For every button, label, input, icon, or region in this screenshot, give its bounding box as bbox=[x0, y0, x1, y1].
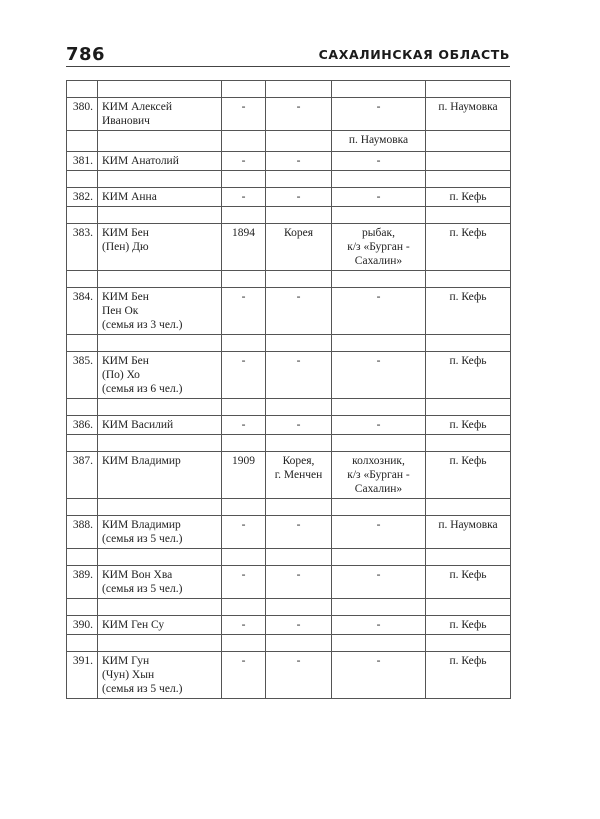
cell-occupation-line: - bbox=[376, 619, 381, 631]
cell-name-line: (Пен) Дю bbox=[102, 241, 149, 253]
empty-cell bbox=[332, 599, 426, 616]
cell-birthplace-line: Корея, bbox=[282, 455, 315, 467]
empty-cell bbox=[98, 271, 222, 288]
table-row bbox=[67, 416, 511, 435]
empty-cell bbox=[426, 399, 511, 416]
empty-cell bbox=[222, 335, 266, 352]
cell-occupation-line: Сахалин» bbox=[354, 483, 403, 495]
cell-name bbox=[98, 416, 222, 435]
spacer-row bbox=[67, 131, 511, 152]
empty-cell bbox=[266, 599, 332, 616]
cell-birthplace-line: - bbox=[296, 355, 301, 367]
cell-birthplace bbox=[266, 188, 332, 207]
cell-occupation bbox=[332, 566, 426, 599]
empty-cell bbox=[266, 131, 332, 152]
table-row bbox=[67, 188, 511, 207]
cell-occupation-line: - bbox=[376, 655, 381, 667]
spacer-row bbox=[67, 271, 511, 288]
cell-occupation-line: - bbox=[376, 355, 381, 367]
empty-cell bbox=[98, 399, 222, 416]
records-body bbox=[67, 81, 511, 699]
empty-cell bbox=[426, 171, 511, 188]
cell-residence: п. Кефь bbox=[426, 188, 511, 207]
spacer-row bbox=[67, 81, 511, 98]
cell-occupation bbox=[332, 288, 426, 335]
empty-cell bbox=[266, 207, 332, 224]
table-row bbox=[67, 152, 511, 171]
empty-cell bbox=[67, 549, 98, 566]
cell-year: 1909 bbox=[222, 452, 266, 499]
empty-cell bbox=[222, 549, 266, 566]
empty-cell bbox=[426, 549, 511, 566]
page-header bbox=[66, 44, 510, 66]
cell-occupation: п. Наумовка bbox=[332, 131, 426, 152]
cell-name-line: (семья из 5 чел.) bbox=[102, 683, 183, 695]
cell-occupation bbox=[332, 224, 426, 271]
spacer-row bbox=[67, 207, 511, 224]
cell-name-line: КИМ Василий bbox=[102, 419, 174, 431]
cell-number: 388. bbox=[67, 516, 98, 549]
table-row bbox=[67, 516, 511, 549]
cell-residence: п. Кефь bbox=[426, 652, 511, 699]
cell-residence: п. Наумовка bbox=[426, 516, 511, 549]
cell-birthplace bbox=[266, 516, 332, 549]
table-row bbox=[67, 452, 511, 499]
empty-cell bbox=[98, 335, 222, 352]
empty-cell bbox=[426, 599, 511, 616]
spacer-row bbox=[67, 599, 511, 616]
cell-occupation-line: рыбак, bbox=[362, 227, 395, 239]
cell-occupation bbox=[332, 416, 426, 435]
cell-name bbox=[98, 152, 222, 171]
spacer-row bbox=[67, 499, 511, 516]
cell-occupation-line: - bbox=[376, 155, 381, 167]
cell-birthplace-line: - bbox=[296, 569, 301, 581]
empty-cell bbox=[222, 271, 266, 288]
cell-birthplace-line: Корея bbox=[284, 227, 313, 239]
empty-cell bbox=[98, 81, 222, 98]
empty-cell bbox=[266, 171, 332, 188]
cell-birthplace-line: - bbox=[296, 291, 301, 303]
cell-birthplace bbox=[266, 652, 332, 699]
cell-name bbox=[98, 452, 222, 499]
cell-number: 390. bbox=[67, 616, 98, 635]
empty-cell bbox=[332, 399, 426, 416]
cell-year: - bbox=[222, 616, 266, 635]
empty-cell bbox=[426, 335, 511, 352]
cell-name bbox=[98, 188, 222, 207]
empty-cell bbox=[426, 207, 511, 224]
empty-cell bbox=[266, 499, 332, 516]
empty-cell bbox=[98, 131, 222, 152]
empty-cell bbox=[266, 399, 332, 416]
cell-year: - bbox=[222, 566, 266, 599]
cell-year: - bbox=[222, 288, 266, 335]
cell-residence bbox=[426, 152, 511, 171]
empty-cell bbox=[426, 81, 511, 98]
cell-birthplace bbox=[266, 352, 332, 399]
spacer-row bbox=[67, 171, 511, 188]
empty-cell bbox=[266, 435, 332, 452]
cell-name-line: КИМ Анна bbox=[102, 191, 157, 203]
cell-residence: п. Кефь bbox=[426, 566, 511, 599]
cell-birthplace bbox=[266, 616, 332, 635]
spacer-row bbox=[67, 335, 511, 352]
cell-name bbox=[98, 652, 222, 699]
cell-occupation bbox=[332, 188, 426, 207]
cell-birthplace-line: - bbox=[296, 155, 301, 167]
spacer-row bbox=[67, 549, 511, 566]
cell-residence: п. Кефь bbox=[426, 416, 511, 435]
table-row bbox=[67, 98, 511, 131]
cell-birthplace bbox=[266, 224, 332, 271]
cell-residence: п. Кефь bbox=[426, 452, 511, 499]
cell-name bbox=[98, 516, 222, 549]
cell-residence: п. Наумовка bbox=[426, 98, 511, 131]
cell-birthplace bbox=[266, 452, 332, 499]
empty-cell bbox=[332, 271, 426, 288]
cell-name-line: КИМ Бен bbox=[102, 291, 149, 303]
empty-cell bbox=[222, 131, 266, 152]
empty-cell bbox=[67, 131, 98, 152]
spacer-row bbox=[67, 635, 511, 652]
empty-cell bbox=[98, 435, 222, 452]
empty-cell bbox=[67, 635, 98, 652]
cell-occupation-line: к/з «Бурган - bbox=[347, 241, 410, 253]
cell-name-line: (семья из 5 чел.) bbox=[102, 583, 183, 595]
cell-birthplace bbox=[266, 566, 332, 599]
cell-number: 380. bbox=[67, 98, 98, 131]
cell-name-line: КИМ Бен bbox=[102, 355, 149, 367]
empty-cell bbox=[332, 171, 426, 188]
empty-cell bbox=[98, 635, 222, 652]
cell-birthplace-line: - bbox=[296, 191, 301, 203]
cell-occupation bbox=[332, 352, 426, 399]
cell-occupation-line: - bbox=[376, 101, 381, 113]
empty-cell bbox=[222, 81, 266, 98]
running-title: САХАЛИНСКАЯ ОБЛАСТЬ bbox=[318, 47, 510, 62]
empty-cell bbox=[332, 207, 426, 224]
spacer-row bbox=[67, 435, 511, 452]
cell-name bbox=[98, 98, 222, 131]
cell-name bbox=[98, 566, 222, 599]
cell-year: 1894 bbox=[222, 224, 266, 271]
empty-cell bbox=[426, 499, 511, 516]
empty-cell bbox=[266, 549, 332, 566]
cell-residence: п. Кефь bbox=[426, 288, 511, 335]
cell-occupation bbox=[332, 516, 426, 549]
empty-cell bbox=[426, 435, 511, 452]
cell-name bbox=[98, 616, 222, 635]
empty-cell bbox=[266, 635, 332, 652]
cell-name-line: (По) Хо bbox=[102, 369, 140, 381]
empty-cell bbox=[266, 271, 332, 288]
cell-year: - bbox=[222, 416, 266, 435]
empty-cell bbox=[426, 635, 511, 652]
cell-name-line: КИМ Бен bbox=[102, 227, 149, 239]
empty-cell bbox=[222, 399, 266, 416]
spacer-row bbox=[67, 399, 511, 416]
empty-cell bbox=[222, 635, 266, 652]
cell-name-line: (семья из 6 чел.) bbox=[102, 383, 183, 395]
cell-occupation-line: колхозник, bbox=[352, 455, 405, 467]
cell-occupation-line: - bbox=[376, 419, 381, 431]
cell-name-line: КИМ Гун bbox=[102, 655, 150, 667]
empty-cell bbox=[67, 335, 98, 352]
empty-cell bbox=[67, 81, 98, 98]
empty-cell bbox=[67, 207, 98, 224]
cell-occupation bbox=[332, 616, 426, 635]
records-table bbox=[66, 80, 511, 699]
cell-name-line: КИМ Владимир bbox=[102, 519, 181, 531]
cell-name-line: (Чун) Хын bbox=[102, 669, 155, 681]
cell-name-line: КИМ Анатолий bbox=[102, 155, 179, 167]
table-row bbox=[67, 566, 511, 599]
empty-cell bbox=[222, 599, 266, 616]
cell-number: 386. bbox=[67, 416, 98, 435]
empty-cell bbox=[67, 499, 98, 516]
cell-occupation bbox=[332, 452, 426, 499]
empty-cell bbox=[67, 271, 98, 288]
empty-cell bbox=[222, 499, 266, 516]
cell-occupation-line: - bbox=[376, 291, 381, 303]
cell-number: 385. bbox=[67, 352, 98, 399]
cell-name bbox=[98, 224, 222, 271]
empty-cell bbox=[426, 131, 511, 152]
cell-residence: п. Кефь bbox=[426, 224, 511, 271]
empty-cell bbox=[67, 171, 98, 188]
cell-birthplace bbox=[266, 416, 332, 435]
cell-occupation bbox=[332, 152, 426, 171]
cell-name-line: (семья из 5 чел.) bbox=[102, 533, 183, 545]
empty-cell bbox=[67, 599, 98, 616]
page-number: 786 bbox=[66, 44, 106, 65]
empty-cell bbox=[98, 549, 222, 566]
empty-cell bbox=[332, 499, 426, 516]
cell-name-line: КИМ Вон Хва bbox=[102, 569, 173, 581]
cell-occupation bbox=[332, 98, 426, 131]
cell-number: 382. bbox=[67, 188, 98, 207]
empty-cell bbox=[332, 435, 426, 452]
empty-cell bbox=[426, 271, 511, 288]
cell-occupation-line: - bbox=[376, 569, 381, 581]
cell-name-line: КИМ Ген Су bbox=[102, 619, 165, 631]
cell-year: - bbox=[222, 98, 266, 131]
empty-cell bbox=[98, 171, 222, 188]
cell-birthplace bbox=[266, 98, 332, 131]
cell-name-line: Иванович bbox=[102, 115, 150, 127]
cell-name-line: КИМ Алексей bbox=[102, 101, 173, 113]
cell-year: - bbox=[222, 352, 266, 399]
cell-occupation bbox=[332, 652, 426, 699]
cell-birthplace bbox=[266, 288, 332, 335]
cell-name bbox=[98, 288, 222, 335]
cell-occupation-line: к/з «Бурган - bbox=[347, 469, 410, 481]
cell-number: 383. bbox=[67, 224, 98, 271]
empty-cell bbox=[332, 549, 426, 566]
cell-birthplace-line: - bbox=[296, 519, 301, 531]
empty-cell bbox=[332, 81, 426, 98]
empty-cell bbox=[222, 435, 266, 452]
cell-name-line: КИМ Владимир bbox=[102, 455, 181, 467]
empty-cell bbox=[98, 207, 222, 224]
cell-year: - bbox=[222, 188, 266, 207]
table-row bbox=[67, 288, 511, 335]
cell-number: 384. bbox=[67, 288, 98, 335]
cell-birthplace-line: - bbox=[296, 619, 301, 631]
empty-cell bbox=[332, 635, 426, 652]
table-row bbox=[67, 652, 511, 699]
cell-residence: п. Кефь bbox=[426, 616, 511, 635]
cell-residence: п. Кефь bbox=[426, 352, 511, 399]
empty-cell bbox=[67, 399, 98, 416]
cell-number: 389. bbox=[67, 566, 98, 599]
cell-birthplace bbox=[266, 152, 332, 171]
empty-cell bbox=[98, 499, 222, 516]
cell-number: 381. bbox=[67, 152, 98, 171]
cell-number: 391. bbox=[67, 652, 98, 699]
empty-cell bbox=[266, 335, 332, 352]
empty-cell bbox=[222, 207, 266, 224]
cell-birthplace-line: г. Менчен bbox=[274, 469, 323, 481]
cell-name-line: Пен Ок bbox=[102, 305, 139, 317]
empty-cell bbox=[332, 335, 426, 352]
header-divider bbox=[66, 66, 510, 67]
cell-birthplace-line: - bbox=[296, 419, 301, 431]
empty-cell bbox=[98, 599, 222, 616]
cell-birthplace-line: - bbox=[296, 101, 301, 113]
cell-occupation-line: Сахалин» bbox=[354, 255, 403, 267]
cell-occupation-line: - bbox=[376, 519, 381, 531]
cell-name bbox=[98, 352, 222, 399]
table-row bbox=[67, 352, 511, 399]
cell-name-line: (семья из 3 чел.) bbox=[102, 319, 183, 331]
cell-year: - bbox=[222, 652, 266, 699]
cell-year: - bbox=[222, 152, 266, 171]
empty-cell bbox=[266, 81, 332, 98]
cell-year: - bbox=[222, 516, 266, 549]
table-row bbox=[67, 224, 511, 271]
cell-occupation-line: - bbox=[376, 191, 381, 203]
cell-birthplace-line: - bbox=[296, 655, 301, 667]
empty-cell bbox=[222, 171, 266, 188]
empty-cell bbox=[67, 435, 98, 452]
table-row bbox=[67, 616, 511, 635]
cell-number: 387. bbox=[67, 452, 98, 499]
